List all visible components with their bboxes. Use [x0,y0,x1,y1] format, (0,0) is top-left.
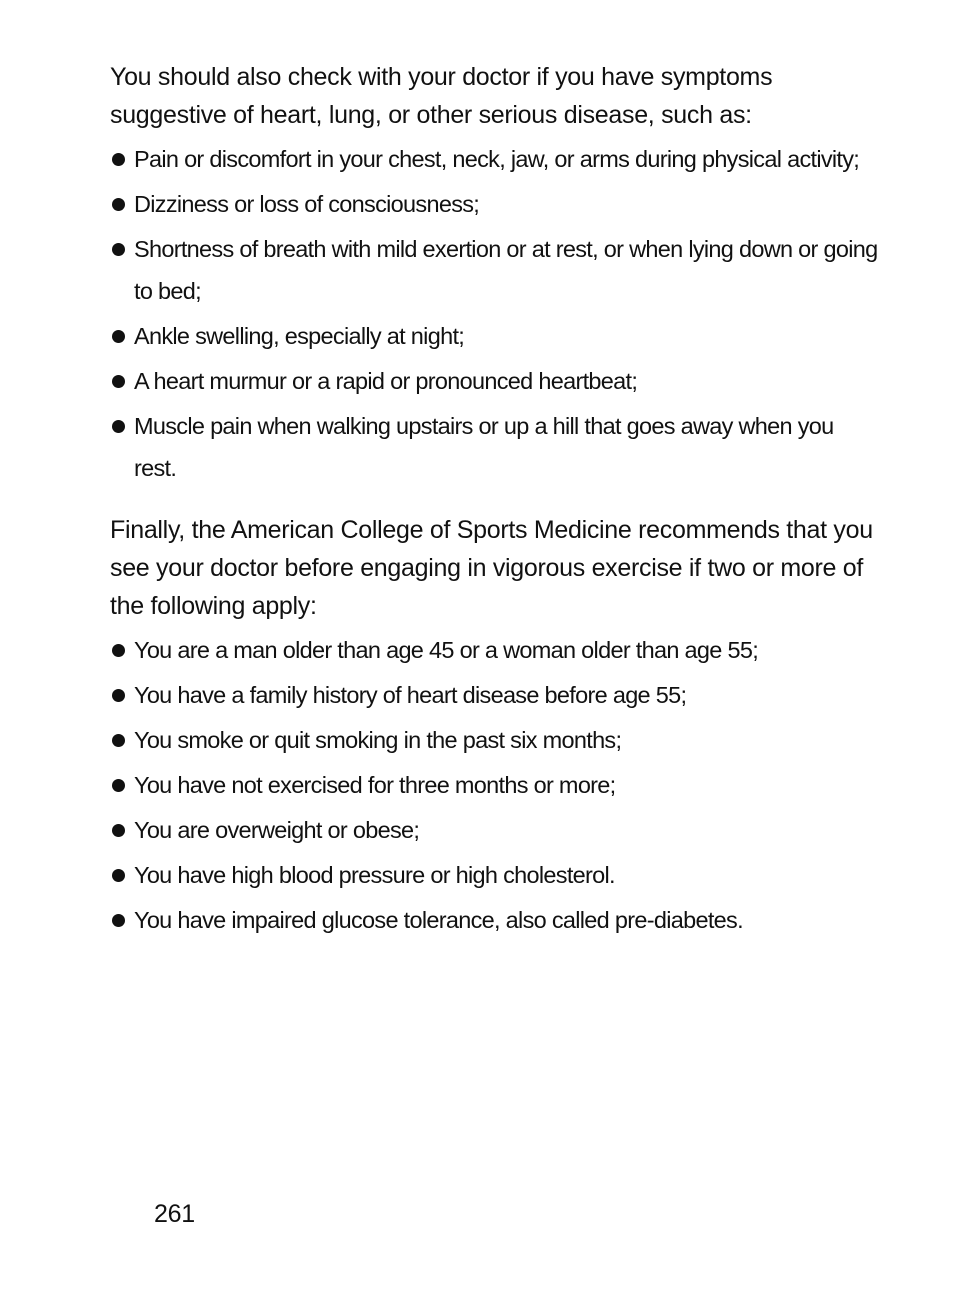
list-item-text: Shortness of breath with mild exertion or at rest, or when lying down or going to bed; [134,236,878,304]
bullet-icon [112,375,125,388]
list-item [110,228,880,312]
list-item-text: Dizziness or loss of consciousness; [134,191,480,217]
list-item [110,719,880,761]
list-item-text: You have not exercised for three months or more; [134,772,616,798]
symptom-list [110,138,880,489]
list-item-text: You have high blood pressure or high cholesterol. [134,862,615,888]
list-item [110,405,880,489]
bullet-icon [112,198,125,211]
bullet-icon [112,734,125,747]
list-item-text: You have impaired glucose tolerance, also called pre-diabetes. [134,907,743,933]
bullet-icon [112,330,125,343]
bullet-icon [112,420,125,433]
bullet-icon [112,914,125,927]
list-item [110,674,880,716]
list-item [110,315,880,357]
list-item [110,809,880,851]
bullet-icon [112,869,125,882]
list-item-text: You are overweight or obese; [134,817,420,843]
risk-factor-list [110,629,880,941]
bullet-icon [112,689,125,702]
list-item [110,899,880,941]
page-content [110,58,880,944]
list-item [110,629,880,671]
page-number: 261 [154,1200,195,1228]
list-item [110,854,880,896]
list-item [110,138,880,180]
list-item [110,360,880,402]
list-item-text: Pain or discomfort in your chest, neck, jaw, or arms during physical activity; [134,146,860,172]
bullet-icon [112,153,125,166]
list-item [110,764,880,806]
acsm-paragraph: Finally, the American College of Sports Medicine recommends that you see your doctor before engaging in vigorous exercise if two or more of the following apply: [110,516,873,620]
bullet-icon [112,644,125,657]
list-item-text: You have a family history of heart disease before age 55; [134,682,687,708]
intro-paragraph: You should also check with your doctor if you have symptoms suggestive of heart, lung, or other serious disease, such as: [110,63,773,129]
list-item-text: A heart murmur or a rapid or pronounced heartbeat; [134,368,638,394]
list-item [110,183,880,225]
list-item-text: You smoke or quit smoking in the past six months; [134,727,622,753]
bullet-icon [112,243,125,256]
bullet-icon [112,779,125,792]
list-item-text: Ankle swelling, especially at night; [134,323,465,349]
bullet-icon [112,824,125,837]
list-item-text: You are a man older than age 45 or a woman older than age 55; [134,637,759,663]
list-item-text: Muscle pain when walking upstairs or up a hill that goes away when you rest. [134,413,834,481]
